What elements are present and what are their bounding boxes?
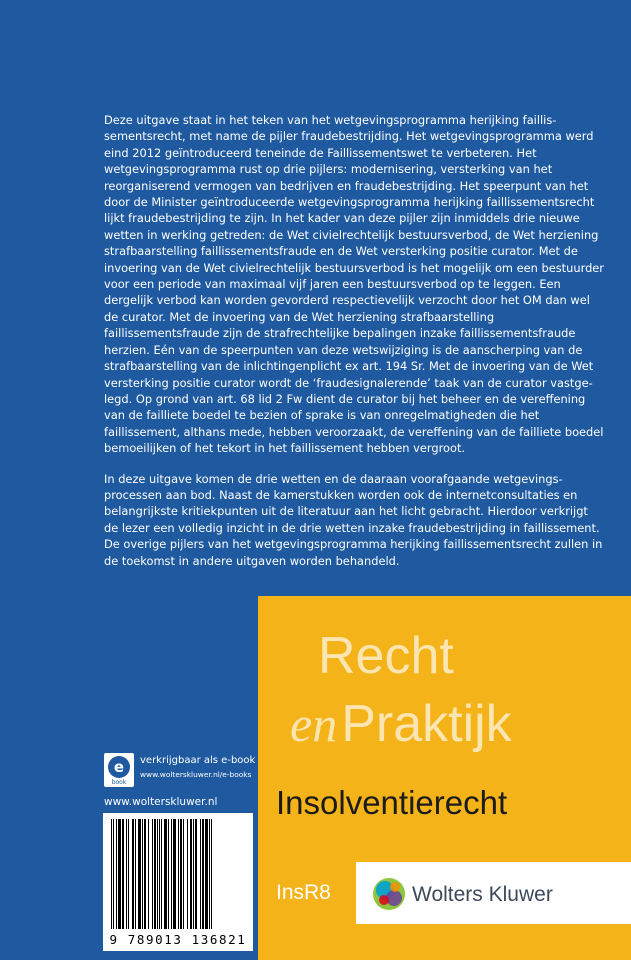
blurb-paragraph-1: Deze uitgave staat in het teken van het wetgevingsprogramma herijking faillissementsrecht, met name de pijler fraudebestrijding. Het wetgevingsprogramma werd eind 2012 geïntroduceerd teneinde de Faillissementswet te verbeteren. Het wetgevingsprogramma rust op drie pijlers: modernisering, versterking van het reorganiserend vermogen van bedrijven en fraudebestrijding. Het speerpunt van het door de Minister geïntroduceerde wetgevingsprogramma herijking faillissementsrecht lijkt fraudebestrijding te zijn. In het kader van deze pijler zijn inmiddels drie nieuwe wetten in werking getreden: de Wet civielrechtelijk bestuursverbod, de Wet herziening strafbaarstelling faillissementsfraude en de Wet versterking positie curator. Met de invoering van de Wet civielrechtelijk bestuursverbod is het mogelijk om een bestuurder voor een periode van maximaal vijf jaren een bestuursverbod op te leggen. Een dergelijk verbod kan worden gevorderd respectievelijk verzocht door het OM dan wel de curator. Met de invoering van de Wet herziening strafbaarstelling faillissementsfraude zijn de strafrechtelijke bepalingen inzake faillissementsfraude herzien. Eén van de speerpunten van deze wetswijziging is de aanscherping van de strafbaarstelling van de inlichtingenplicht ex art. 194 Sr. Met de invoering van de Wet versterking positie curator wordt de ‘fraudesignalerende’ taak van de curator vastgelegd. Op grond van art. 68 lid 2 Fw dient de curator bij het beheer en de vereffening van de failliete boedel te bezien of sprake is van onregelmatigheden die het faillissement, althans mede, hebben veroorzaakt, de vereffening van de failliete boedel bemoeilijken of het tekort in het faillissement hebben vergroot. (104, 113, 604, 456)
barcode-bars (111, 819, 245, 929)
series-title-praktijk: Praktijk (341, 695, 512, 753)
series-title-line-2 (290, 696, 512, 765)
ebook-icon-letter: e (108, 756, 130, 778)
wolters-kluwer-logo-icon (372, 877, 406, 911)
series-subject: Insolventierecht (276, 784, 508, 821)
back-cover-blurb (104, 112, 604, 583)
series-title-recht: Recht (318, 627, 454, 685)
publisher-name: Wolters Kluwer (412, 883, 553, 906)
isbn-number: 9 789013 136821 (109, 932, 247, 947)
publisher-website: www.wolterskluwer.nl (104, 796, 218, 808)
ebook-icon (104, 753, 134, 787)
ebook-url: www.wolterskluwer.nl/e-books (140, 770, 252, 779)
blurb-paragraph-2: In deze uitgave komen de drie wetten en de daaraan voorafgaande wetgevingsprocessen aan bod. Naast de kamerstukken worden ook de internetconsultaties en belangrijkste kritiekpunten uit de literatuur aan het licht gebracht. Hierdoor verkrijgt de lezer een volledig inzicht in de drie wetten inzake fraudebestrijding in faillissement. De overige pijlers van het wetgevingsprogramma herijking faillissementsrecht zullen in de toekomst in andere uitgaven worden behandeld. (104, 471, 603, 568)
isbn-barcode (103, 813, 253, 951)
series-code: InsR8 (276, 881, 331, 904)
ebook-icon-tag: book (111, 779, 127, 786)
ebook-availability-text: verkrijgbaar als e-book (140, 755, 256, 766)
series-title-en: en (290, 696, 338, 752)
